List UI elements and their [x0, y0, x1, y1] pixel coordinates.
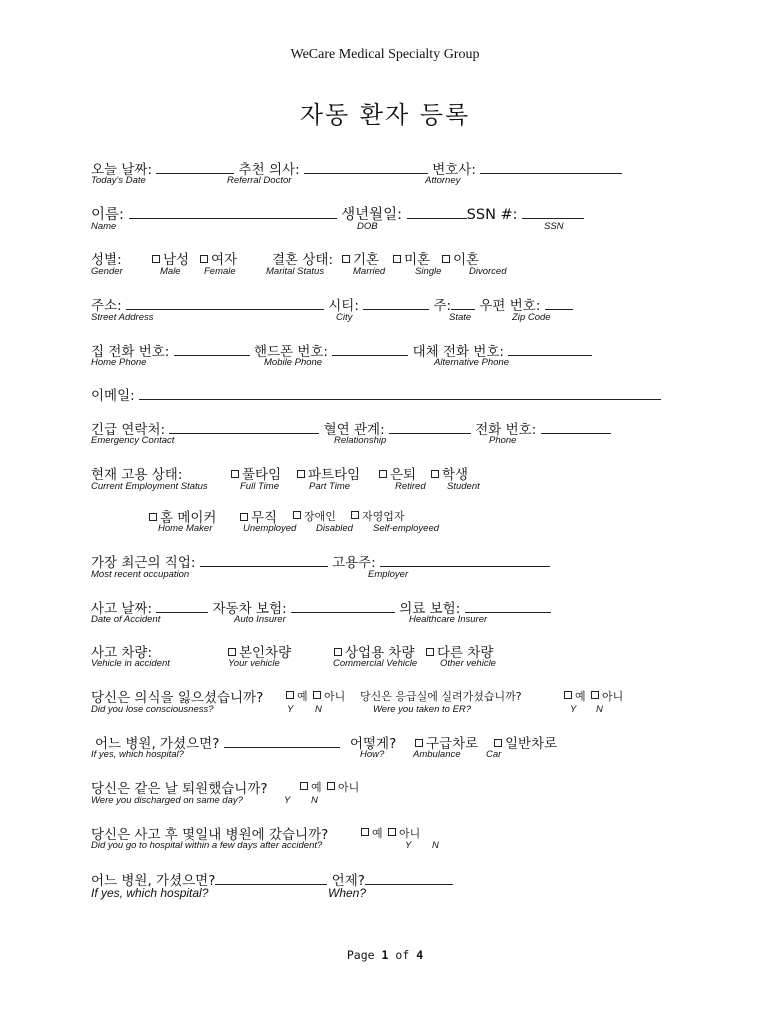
employment-label: 현재 고용 상태: [91, 467, 183, 483]
fulltime-label: 풀타임 [242, 467, 282, 483]
address-row [91, 294, 573, 314]
ds-n-en: N [311, 795, 318, 806]
gender-label: 성별: [91, 252, 122, 268]
taken-to-er-en: Were you taken to ER? [373, 704, 472, 715]
email-field[interactable] [139, 387, 661, 400]
student-label: 학생 [442, 467, 469, 483]
relationship-label: 혈연 관계: [323, 422, 385, 438]
when-field[interactable] [365, 872, 453, 885]
alt-phone-field[interactable] [508, 343, 592, 356]
which-hospital-2-label: 어느 병원, 가셨으면? [91, 873, 216, 889]
occupation-row [91, 551, 550, 571]
page-indicator [0, 948, 770, 962]
single-en: Single [415, 266, 442, 277]
accident-date-en: Date of Accident [91, 614, 161, 625]
unemployed-label: 무직 [251, 510, 278, 526]
accident-date-label: 사고 날짜: [91, 601, 153, 617]
dob-en: DOB [357, 221, 378, 232]
lc-yes-checkbox[interactable] [286, 691, 294, 699]
homemaker-checkbox[interactable] [149, 513, 157, 521]
taken-to-er-label: 당신은 응급실에 실려가셨습니까? [360, 690, 522, 703]
email-row [91, 384, 661, 404]
commercial-vehicle-label: 상업용 차량 [345, 645, 415, 661]
ssn-en: SSN [544, 221, 564, 232]
lc-n-en: N [315, 704, 322, 715]
single-label: 미혼 [404, 252, 431, 268]
same-day-discharge-label: 당신은 같은 날 퇴원했습니까? [91, 781, 268, 797]
fd-yes-option[interactable] [361, 825, 383, 841]
mobile-phone-field[interactable] [332, 343, 408, 356]
marital-status-label: 결혼 상태: [272, 252, 334, 268]
fulltime-en: Full Time [240, 481, 279, 492]
er-yes-option[interactable] [564, 688, 586, 704]
city-field[interactable] [363, 297, 429, 310]
your-vehicle-label: 본인차량 [239, 645, 292, 661]
retired-label: 은퇴 [390, 467, 417, 483]
other-vehicle-label: 다른 차량 [437, 645, 494, 661]
zip-label: 우편 번호: [479, 298, 541, 314]
female-label: 여자 [211, 252, 238, 268]
form-title: 자동 환자 등록 [299, 101, 471, 129]
phone-label: 전화 번호: [475, 422, 537, 438]
referral-doctor-label: 추천 의사: [238, 162, 300, 178]
car-label: 일반차로 [505, 736, 558, 752]
of-word: of [395, 948, 410, 962]
er-y-en: Y [570, 704, 577, 715]
male-option[interactable] [152, 248, 189, 268]
name-field[interactable] [129, 206, 337, 219]
dob-field[interactable] [407, 206, 467, 219]
lc-no-checkbox[interactable] [313, 691, 321, 699]
car-en: Car [486, 749, 502, 760]
employment-en: Current Employment Status [91, 481, 208, 492]
address-label: 주소: [91, 298, 122, 314]
city-en: City [336, 312, 353, 323]
name-row [91, 203, 584, 224]
selfemployed-en: Self-employeed [373, 523, 440, 534]
ambulance-en: Ambulance [413, 749, 461, 760]
fd-no-option[interactable] [388, 825, 420, 841]
when-en: When? [328, 886, 367, 900]
zip-field[interactable] [545, 297, 573, 310]
name-en: Name [91, 221, 117, 232]
unemployed-en: Unemployed [243, 523, 297, 534]
fd-no-checkbox[interactable] [388, 828, 396, 836]
ds-yes-checkbox[interactable] [300, 782, 308, 790]
er-yes-checkbox[interactable] [564, 691, 572, 699]
ambulance-label: 구급차로 [426, 736, 479, 752]
home-phone-field[interactable] [174, 343, 250, 356]
how-en: How? [360, 749, 385, 760]
retired-option[interactable] [379, 463, 416, 483]
homemaker-label: 홈 메이커 [160, 510, 217, 526]
vehicle-en: Vehicle in accident [91, 658, 170, 669]
ds-yes-option[interactable] [300, 779, 322, 795]
er-no-label: 아니 [602, 690, 624, 703]
er-yes-label: 예 [575, 690, 586, 703]
attorney-label: 변호사: [432, 162, 476, 178]
page-number: 1 [381, 948, 389, 962]
relationship-en: Relationship [334, 435, 387, 446]
car-checkbox[interactable] [494, 739, 502, 747]
married-label: 기혼 [353, 252, 380, 268]
today-date-field[interactable] [156, 161, 234, 174]
selfemployed-label: 자영업자 [362, 510, 405, 523]
disabled-option[interactable] [293, 508, 336, 524]
student-en: Student [447, 481, 480, 492]
fd-n-en: N [432, 840, 439, 851]
state-field[interactable] [451, 297, 475, 310]
alt-phone-label: 대체 전화 번호: [412, 344, 504, 360]
when-label: 언제? [331, 873, 365, 889]
which-hospital-2-field[interactable] [215, 872, 327, 885]
divorced-option[interactable] [442, 248, 479, 268]
referral-doctor-en: Referral Doctor [227, 175, 292, 186]
disabled-label: 장애인 [304, 510, 336, 523]
phone-field[interactable] [541, 421, 611, 434]
page-word: Page [346, 948, 375, 962]
selfemployed-checkbox[interactable] [351, 511, 359, 519]
name-label: 이름: [91, 207, 124, 223]
commercial-vehicle-checkbox[interactable] [334, 648, 342, 656]
parttime-checkbox[interactable] [297, 470, 305, 478]
other-vehicle-en: Other vehicle [440, 658, 496, 669]
phone-en: Phone [489, 435, 517, 446]
marital-status-en: Marital Status [266, 266, 325, 277]
fd-no-label: 아니 [399, 827, 421, 840]
fd-y-en: Y [405, 840, 412, 851]
lc-yes-label: 예 [297, 690, 308, 703]
occupation-field[interactable] [200, 554, 328, 567]
occupation-en: Most recent occupation [91, 569, 190, 580]
lost-consciousness-en: Did you lose consciousness? [91, 704, 214, 715]
auto-insurer-en: Auto Insurer [234, 614, 286, 625]
female-en: Female [204, 266, 236, 277]
which-hospital-field[interactable] [224, 735, 340, 748]
phones-row [91, 340, 592, 360]
address-en: Street Address [91, 312, 154, 323]
parttime-option[interactable] [297, 463, 360, 483]
mobile-phone-label: 핸드폰 번호: [253, 344, 328, 360]
few-days-hospital-en: Did you go to hospital within a few days after accident? [91, 840, 323, 851]
referral-doctor-field[interactable] [304, 161, 428, 174]
ds-no-label: 아니 [338, 781, 360, 794]
parttime-en: Part Time [309, 481, 351, 492]
state-label: 주: [433, 298, 452, 314]
how-label: 어떻게? [349, 736, 397, 752]
employer-field[interactable] [380, 554, 550, 567]
female-option[interactable] [200, 248, 237, 268]
lost-consciousness-label: 당신은 의식을 잃으셨습니까? [91, 690, 264, 706]
male-checkbox[interactable] [152, 255, 160, 263]
car-option[interactable] [494, 732, 557, 752]
male-label: 남성 [163, 252, 190, 268]
other-vehicle-checkbox[interactable] [426, 648, 434, 656]
which-hospital-en: If yes, which hospital? [91, 749, 184, 760]
homemaker-en: Home Maker [158, 523, 213, 534]
attorney-en: Attorney [425, 175, 461, 186]
emergency-contact-label: 긴급 연락처: [91, 422, 166, 438]
married-en: Married [353, 266, 386, 277]
vehicle-label: 사고 차량: [91, 645, 153, 661]
ds-no-option[interactable] [327, 779, 359, 795]
email-label: 이메일: [91, 388, 135, 404]
today-date-label: 오늘 날짜: [91, 162, 153, 178]
fulltime-option[interactable] [231, 463, 281, 483]
fd-yes-checkbox[interactable] [361, 828, 369, 836]
disabled-en: Disabled [316, 523, 353, 534]
auto-insurer-field[interactable] [291, 600, 395, 613]
mobile-phone-en: Mobile Phone [264, 357, 323, 368]
student-option[interactable] [431, 463, 468, 483]
your-vehicle-checkbox[interactable] [228, 648, 236, 656]
lc-y-en: Y [287, 704, 294, 715]
married-option[interactable] [342, 248, 379, 268]
employer-label: 고용주: [332, 555, 376, 571]
city-label: 시티: [328, 298, 359, 314]
retired-en: Retired [395, 481, 426, 492]
retired-checkbox[interactable] [379, 470, 387, 478]
unemployed-checkbox[interactable] [240, 513, 248, 521]
emergency-contact-en: Emergency Contact [91, 435, 175, 446]
page-total: 4 [416, 948, 424, 962]
divorced-label: 이혼 [453, 252, 480, 268]
health-insurer-field[interactable] [465, 600, 551, 613]
fulltime-checkbox[interactable] [231, 470, 239, 478]
your-vehicle-en: Your vehicle [228, 658, 280, 669]
dob-label: 생년월일: [341, 207, 403, 223]
single-checkbox[interactable] [393, 255, 401, 263]
er-n-en: N [596, 704, 603, 715]
parttime-label: 파트타임 [308, 467, 361, 483]
divorced-en: Divorced [469, 266, 507, 277]
auto-insurer-label: 자동차 보험: [212, 601, 287, 617]
disabled-checkbox[interactable] [293, 511, 301, 519]
emergency-contact-field[interactable] [169, 421, 319, 434]
divorced-checkbox[interactable] [442, 255, 450, 263]
er-no-option[interactable] [591, 688, 623, 704]
employer-en: Employer [368, 569, 409, 580]
male-en: Male [160, 266, 181, 277]
today-date-row [91, 158, 622, 178]
accident-date-field[interactable] [156, 600, 208, 613]
selfemployed-option[interactable] [351, 508, 405, 524]
ds-yes-label: 예 [311, 781, 322, 794]
fd-yes-label: 예 [372, 827, 383, 840]
lc-no-label: 아니 [324, 690, 346, 703]
ds-no-checkbox[interactable] [327, 782, 335, 790]
relationship-field[interactable] [389, 421, 471, 434]
organization-name: WeCare Medical Specialty Group [290, 47, 480, 62]
single-option[interactable] [393, 248, 430, 268]
gender-en: Gender [91, 266, 123, 277]
ssn-field[interactable] [522, 206, 584, 219]
female-checkbox[interactable] [200, 255, 208, 263]
married-checkbox[interactable] [342, 255, 350, 263]
which-hospital-label: 어느 병원, 가셨으면? [95, 736, 220, 752]
ssn-label: SSN #: [466, 207, 518, 223]
home-phone-label: 집 전화 번호: [91, 344, 170, 360]
zip-en: Zip Code [512, 312, 551, 323]
er-no-checkbox[interactable] [591, 691, 599, 699]
address-field[interactable] [126, 297, 324, 310]
which-hospital-2-en: If yes, which hospital? [91, 886, 209, 900]
ds-y-en: Y [284, 795, 291, 806]
lc-no-option[interactable] [313, 688, 345, 704]
occupation-label: 가장 최근의 직업: [91, 555, 196, 571]
same-day-discharge-en: Were you discharged on same day? [91, 795, 243, 806]
home-phone-en: Home Phone [91, 357, 147, 368]
today-date-en: Today's Date [91, 175, 146, 186]
lc-yes-option[interactable] [286, 688, 308, 704]
ambulance-checkbox[interactable] [415, 739, 423, 747]
few-days-hospital-label: 당신은 사고 후 몇일내 병원에 갔습니까? [91, 827, 329, 843]
attorney-field[interactable] [480, 161, 622, 174]
health-insurer-label: 의료 보험: [399, 601, 461, 617]
commercial-vehicle-en: Commercial Vehicle [333, 658, 418, 669]
student-checkbox[interactable] [431, 470, 439, 478]
alt-phone-en: Alternative Phone [434, 357, 509, 368]
state-en: State [449, 312, 472, 323]
health-insurer-en: Healthcare Insurer [409, 614, 488, 625]
